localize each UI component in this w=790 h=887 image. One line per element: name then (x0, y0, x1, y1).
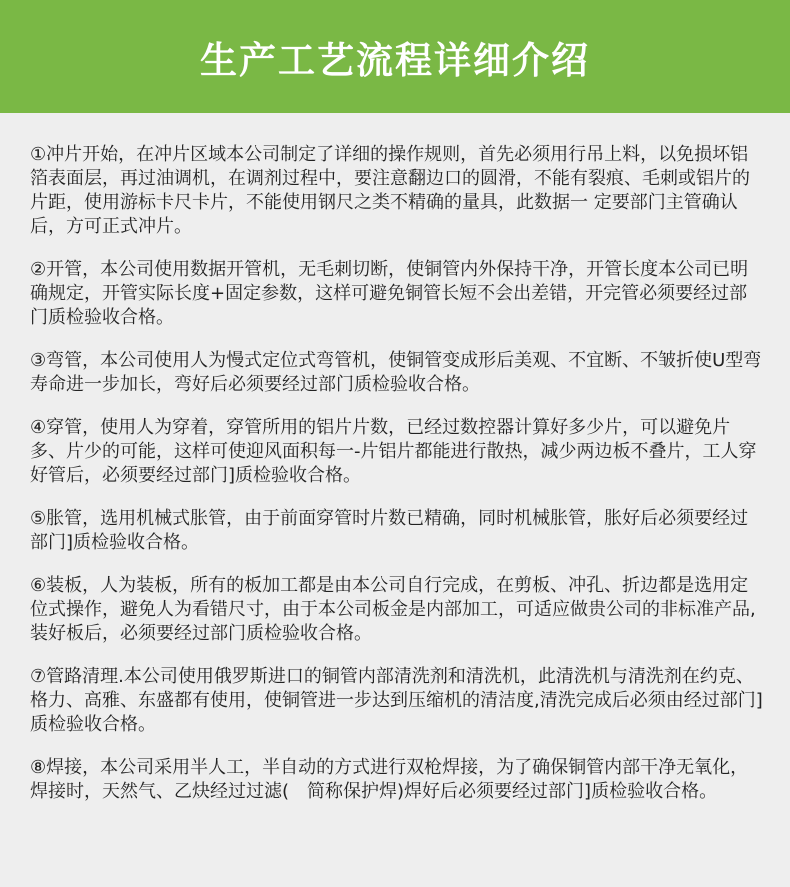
page-title: 生产工艺流程详细介绍 (200, 38, 590, 82)
step-tube-cutting: ②开管，本公司使用数据开管机，无毛刺切断，使铜管内外保持干净，开管长度本公司已明确规定，开管实际长度+固定参数，这样可避免铜管长短不会出差错，开完管必须要经过部门质检验收合格。 (30, 259, 749, 328)
step-tube-expanding: ⑤胀管，选用机械式胀管，由于前面穿管时片数已精确，同时机械胀管，胀好后必须要经过部门]质检验收合格。 (30, 508, 749, 553)
step-tube-threading: ④穿管，使用人为穿着，穿管所用的铝片片数，已经过数控器计算好多少片，可以避免片多、片少的可能，这样可使迎风面积每一-片铝片都能进行散热，减少两边板不叠片，工人穿好管后，必须要经过部门]质检验收合格。 (30, 417, 757, 486)
process-description (0, 113, 790, 804)
step-punching: ①冲片开始，在冲片区域本公司制定了详细的操作规则，首先必须用行吊上料，以免损坏铝箔表面层，再过油调机，在调剂过程中，要注意翻边口的圆滑，不能有裂痕、毛刺或铝片的片距，使用游标卡尺卡片，不能使用钢尺之类不精确的量具，此数据一 定要部门主管确认后，方可正式冲片。 (30, 144, 750, 237)
step-tube-bending: ③弯管，本公司使用人为慢式定位式弯管机，使铜管变成形后美观、不宜断、不皱折使U型弯寿命进一步加长，弯好后必须要经过部门质检验收合格。 (30, 350, 762, 395)
step-pipe-cleaning: ⑦管路清理.本公司使用俄罗斯进口的铜管内部清洗剂和清洗机，此清洗机与清洗剂在约克、格力、高雅、东盛都有使用，使铜管进一步达到压缩机的清洁度,清洗完成后必须由经过部门]质检验收合格。 (30, 666, 763, 735)
step-welding: ⑧焊接，本公司采用半人工，半自动的方式进行双枪焊接，为了确保铜管内部干净无氧化，焊接时，天然气、乙炔经过过滤( 简称保护焊)焊好后必须要经过部门]质检验收合格。 (30, 757, 749, 802)
title-banner (0, 0, 790, 113)
step-plate-mounting: ⑥装板，人为装板，所有的板加工都是由本公司自行完成，在剪板、冲孔、折边都是选用定位式操作，避免人为看错尺寸，由于本公司板金是内部加工，可适应做贵公司的非标准产品,装好板后，必须要经过部门质检验收合格。 (30, 575, 756, 644)
